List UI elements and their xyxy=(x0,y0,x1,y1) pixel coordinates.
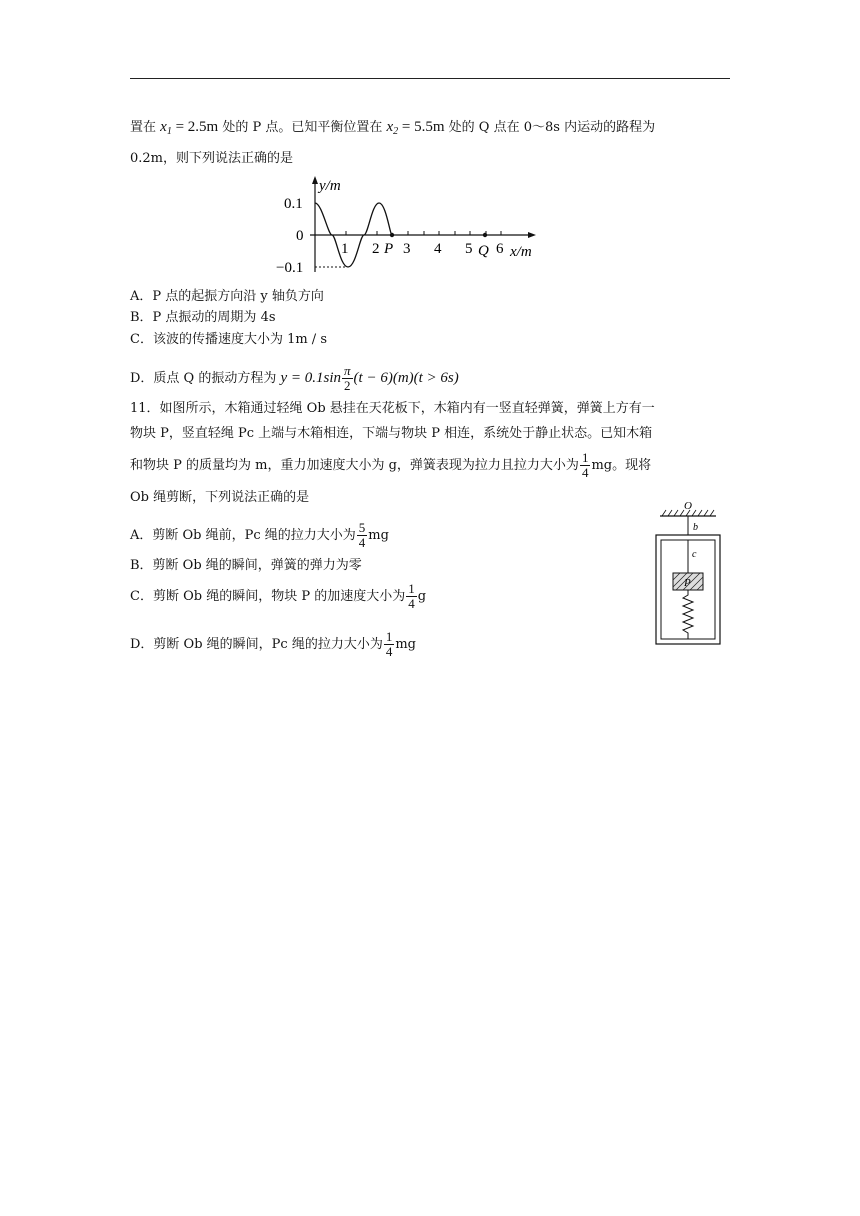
x-tick-label-6: 6 xyxy=(496,241,504,257)
y-label-top: 0.1 xyxy=(284,196,303,212)
x-tick-label-2: 2 xyxy=(372,241,380,257)
wave-equation-right: (t − 6)(m)(t > 6s) xyxy=(353,370,459,386)
q11-line-3: 和物块 P 的质量均为 m，重力加速度大小为 g，弹簧表现为拉力且拉力大小为 $\frac{1}{4}$ mg。现将 xyxy=(130,450,652,480)
five-quarters-fraction: $\frac{5}{4}$ xyxy=(358,520,366,550)
q10-option-d: D．质点 Q 的振动方程为 y = 0.1sin $\frac{\pi}{2}$ (t − 6)(m)(t > 6s) xyxy=(130,363,459,393)
y-axis-label: y/m xyxy=(319,178,341,194)
spring xyxy=(683,590,693,639)
point-q-label: Q xyxy=(478,243,489,259)
x-tick-marks xyxy=(346,231,501,235)
x-tick-label-3: 3 xyxy=(403,241,411,257)
option-c-fraction: $\frac{1}{4}$ xyxy=(408,581,415,611)
y-label-zero: 0 xyxy=(296,228,304,244)
x-tick-label-4: 4 xyxy=(434,241,442,257)
q11-line-2: 物块 P，竖直轻绳 Pc 上端与木箱相连，下端与物块 P 相连，系统处于静止状态。已知木箱 xyxy=(130,426,653,441)
label-o: O xyxy=(684,500,692,512)
wave-graph xyxy=(270,172,560,280)
x-axis-arrow xyxy=(528,232,536,238)
wave-equation-left: y = 0.1sin xyxy=(280,370,342,386)
point-q-dot xyxy=(483,233,487,237)
y-label-bottom: −0.1 xyxy=(276,260,304,276)
q11-line-1: 11．如图所示，木箱通过轻绳 Ob 悬挂在天花板下，木箱内有一竖直轻弹簧，弹簧上方有一 xyxy=(130,401,655,416)
point-p-label: P xyxy=(384,241,394,257)
x-tick-label-5: 5 xyxy=(465,241,473,257)
q11-option-c: C．剪断 Ob 绳的瞬间，物块 P 的加速度大小为 $\frac{1}{4}$ g xyxy=(130,581,427,611)
q10-option-c: C．该波的传播速度大小为 1m / s xyxy=(130,332,327,347)
label-p: P xyxy=(684,577,691,589)
x1-variable: $x_1$ xyxy=(160,119,172,137)
header-rule xyxy=(130,78,730,79)
pi-over-2-fraction: $\frac{\pi}{2}$ xyxy=(344,363,351,393)
label-c: c xyxy=(692,549,697,560)
x-axis-label: x/m xyxy=(510,244,532,260)
x2-variable: $x_2$ xyxy=(386,119,399,137)
box-spring-diagram xyxy=(650,500,730,648)
point-p-dot xyxy=(390,233,394,237)
q10-line-1: 置在 $x_1 = 2.5m$ 处的 P 点。已知平衡位置在 $x_2 = 5.5m$ 处的 Q 点在 0～8s 内运动的路程为 xyxy=(130,119,656,137)
q10-line-2: 0.2m，则下列说法正确的是 xyxy=(130,151,294,166)
x-tick-label-1: 1 xyxy=(341,241,349,257)
one-quarter-fraction: $\frac{1}{4}$ xyxy=(581,450,589,480)
q11-option-d: D．剪断 Ob 绳的瞬间，Pc 绳的拉力大小为 $\frac{1}{4}$ mg xyxy=(130,629,416,659)
q10-option-a: A．P 点的起振方向沿 y 轴负方向 xyxy=(130,289,324,304)
q11-option-a: A．剪断 Ob 绳前，Pc 绳的拉力大小为 $\frac{5}{4}$ mg xyxy=(130,520,389,550)
q11-line-4: Ob 绳剪断，下列说法正确的是 xyxy=(130,490,310,505)
option-d-fraction: $\frac{1}{4}$ xyxy=(385,629,393,659)
q10-option-b: B．P 点振动的周期为 4s xyxy=(130,310,276,325)
q11-option-b: B．剪断 Ob 绳的瞬间，弹簧的弹力为零 xyxy=(130,558,362,573)
y-axis-arrow xyxy=(312,176,318,184)
label-b: b xyxy=(693,522,698,533)
